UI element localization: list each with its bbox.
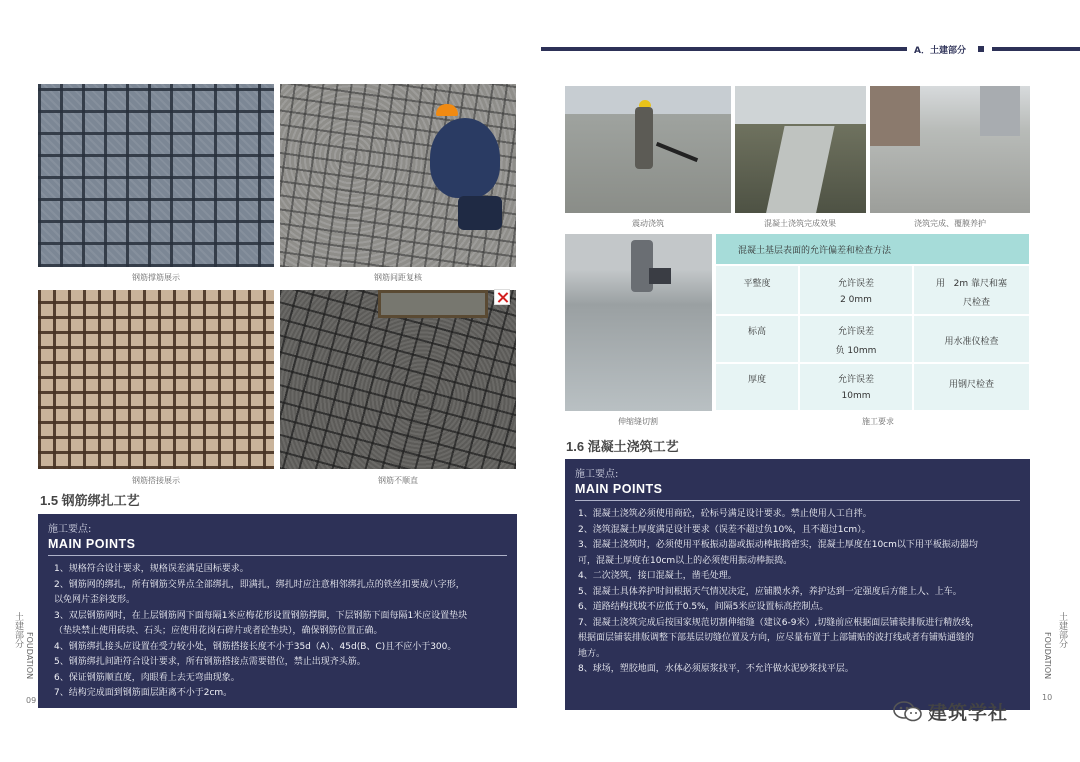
box-title: MAIN POINTS bbox=[575, 482, 663, 496]
list-item: 以免网片歪斜变形。 bbox=[54, 595, 136, 605]
photo-caption: 钢筋搭接展示 bbox=[132, 476, 180, 485]
photo-vibration-pouring bbox=[565, 86, 731, 213]
table-cell-tolerance: 负 10mm bbox=[835, 346, 877, 356]
side-label-cn: 土建部分 bbox=[13, 612, 23, 648]
photo-caption: 浇筑完成、覆膜养护 bbox=[914, 219, 986, 228]
list-item: 5、混凝土具体养护时间根据天气情况决定，应铺膜水养，养护达到一定强度后方能上人、上车。 bbox=[578, 586, 962, 597]
table-cell-item: 平整度 bbox=[743, 279, 771, 289]
table-cell-item: 厚度 bbox=[747, 375, 766, 385]
wrong-mark-icon bbox=[494, 289, 510, 305]
list-item: 5、钢筋绑扎间距符合设计要求，所有钢筋搭接点需要错位，禁止出现齐头筋。 bbox=[54, 657, 366, 667]
list-item: 8、球场，塑胶地面，水体必须原浆找平，不允许做水泥砂浆找平层。 bbox=[578, 664, 854, 674]
list-item: 可，混凝土厚度在10cm以上的必须使用振动棒振捣。 bbox=[578, 555, 793, 566]
wechat-icon bbox=[893, 700, 923, 722]
header-title: A．土建部分 bbox=[914, 46, 966, 56]
table-cell-method: 用钢尺检查 bbox=[948, 380, 994, 390]
page-number: 10 bbox=[1042, 693, 1053, 702]
photo-joint-cutting bbox=[565, 234, 712, 411]
list-item: 1、混凝土浇筑必须使用商砼，砼标号满足设计要求。禁止使用人工自拌。 bbox=[578, 509, 872, 519]
box-label: 施工要点: bbox=[575, 469, 619, 480]
box-title: MAIN POINTS bbox=[48, 537, 136, 551]
list-item: 2、浇筑混凝土厚度满足设计要求（误差不超过负10%，且不超过1cm）。 bbox=[578, 524, 871, 535]
main-points-box bbox=[565, 459, 1030, 710]
side-label-cn: 土建部分 bbox=[1057, 612, 1067, 648]
side-label-en: FOUDATION bbox=[25, 632, 34, 680]
photo-rebar-spacing-check bbox=[280, 84, 516, 267]
list-item: 根据面层铺装排版调整下部基层切缝位置及方向，应尽量布置于上部铺贴的波打线或者有铺贴通缝的 bbox=[578, 633, 975, 643]
box-label: 施工要点: bbox=[48, 524, 92, 535]
table-cell-tolerance: 2 0mm bbox=[840, 295, 872, 305]
photo-caption: 混凝土浇筑完成效果 bbox=[764, 219, 836, 228]
table-cell-tolerance: 允许误差 bbox=[837, 327, 874, 337]
table-cell-item: 标高 bbox=[747, 327, 766, 337]
table-cell-tolerance: 允许误差 bbox=[837, 279, 874, 289]
list-item: 2、钢筋网的绑扎，所有钢筋交界点全部绑扎，即满扎，绑扎时应注意相邻绑扎点的铁丝扣要成八字形， bbox=[54, 579, 465, 590]
table-cell-tolerance: 允许误差 bbox=[837, 375, 874, 385]
table-cell-method: 用水准仪检查 bbox=[944, 337, 999, 347]
list-item: 3、双层钢筋网时，在上层钢筋网下面每隔1米应梅花形设置钢筋撑脚，下层钢筋下面每隔1米应设置垫块 bbox=[54, 610, 468, 621]
list-item: 4、钢筋绑扎接头应设置在受力较小处，钢筋搭接长度不小于35d（A）、45d(B、C)且不应小于300。 bbox=[54, 641, 457, 652]
photo-caption: 钢筋不顺直 bbox=[378, 476, 418, 485]
watermark-text: 建筑学社 bbox=[928, 702, 1009, 724]
section-title: 1.6 混凝土浇筑工艺 bbox=[566, 439, 679, 454]
photo-caption: 震动浇筑 bbox=[632, 219, 664, 228]
photo-caption: 钢筋间距复核 bbox=[374, 273, 422, 282]
list-item: 地方。 bbox=[578, 648, 606, 659]
table-cell-method: 用 2m 靠尺和塞 bbox=[936, 279, 1007, 289]
list-item: 7、混凝土浇筑完成后按国家规范切割伸缩缝（建议6-9米）,切缝前应根据面层铺装排版进行精放线， bbox=[578, 617, 980, 628]
table-caption: 施工要求 bbox=[862, 417, 894, 426]
table-title: 混凝土基层表面的允许偏差和检查方法 bbox=[738, 246, 892, 256]
section-title: 1.5 钢筋绑扎工艺 bbox=[40, 493, 140, 508]
list-item: 6、保证钢筋顺直度，肉眼看上去无弯曲现象。 bbox=[54, 672, 240, 683]
list-item: 1、规格符合设计要求，规格误差满足国标要求。 bbox=[54, 564, 249, 574]
list-item: 3、混凝土浇筑时，必须使用平板振动器或振动棒振捣密实，混凝土厚度在10cm以下用平板振动器均 bbox=[578, 540, 978, 550]
header-rule bbox=[541, 47, 907, 51]
photo-caption: 伸缩缝切割 bbox=[618, 417, 658, 426]
photo-rebar-lap bbox=[38, 290, 274, 469]
photo-pouring-result bbox=[735, 86, 866, 213]
photo-caption: 钢筋撑筋展示 bbox=[132, 273, 180, 282]
photo-rebar-not-straight bbox=[280, 290, 516, 469]
list-item: （垫块禁止使用砖块、石头；应使用花岗石碎片或者砼垫块），确保钢筋位置正确。 bbox=[54, 626, 383, 636]
photo-curing bbox=[870, 86, 1030, 213]
header-rule-right bbox=[992, 47, 1080, 51]
main-points-box bbox=[38, 514, 517, 708]
list-item: 4、二次浇筑，接口混凝土，凿毛处理。 bbox=[578, 571, 737, 581]
photo-rebar-support bbox=[38, 84, 274, 267]
main-points-list bbox=[38, 556, 517, 708]
list-item: 7、结构完成面到钢筋面层距离不小于2cm。 bbox=[54, 688, 233, 698]
header-square-icon bbox=[978, 46, 984, 52]
table-divider bbox=[716, 362, 1029, 364]
table-divider bbox=[716, 314, 1029, 316]
main-points-list bbox=[565, 501, 1030, 684]
page-number: 09 bbox=[26, 696, 37, 705]
side-label-en: FOUDATION bbox=[1043, 632, 1052, 680]
list-item: 6、道路结构找坡不应低于0.5%，间隔5米应设置标高控制点。 bbox=[578, 602, 829, 612]
table-cell-tolerance: 10mm bbox=[841, 391, 871, 401]
table-cell-method: 尺检查 bbox=[962, 298, 990, 308]
